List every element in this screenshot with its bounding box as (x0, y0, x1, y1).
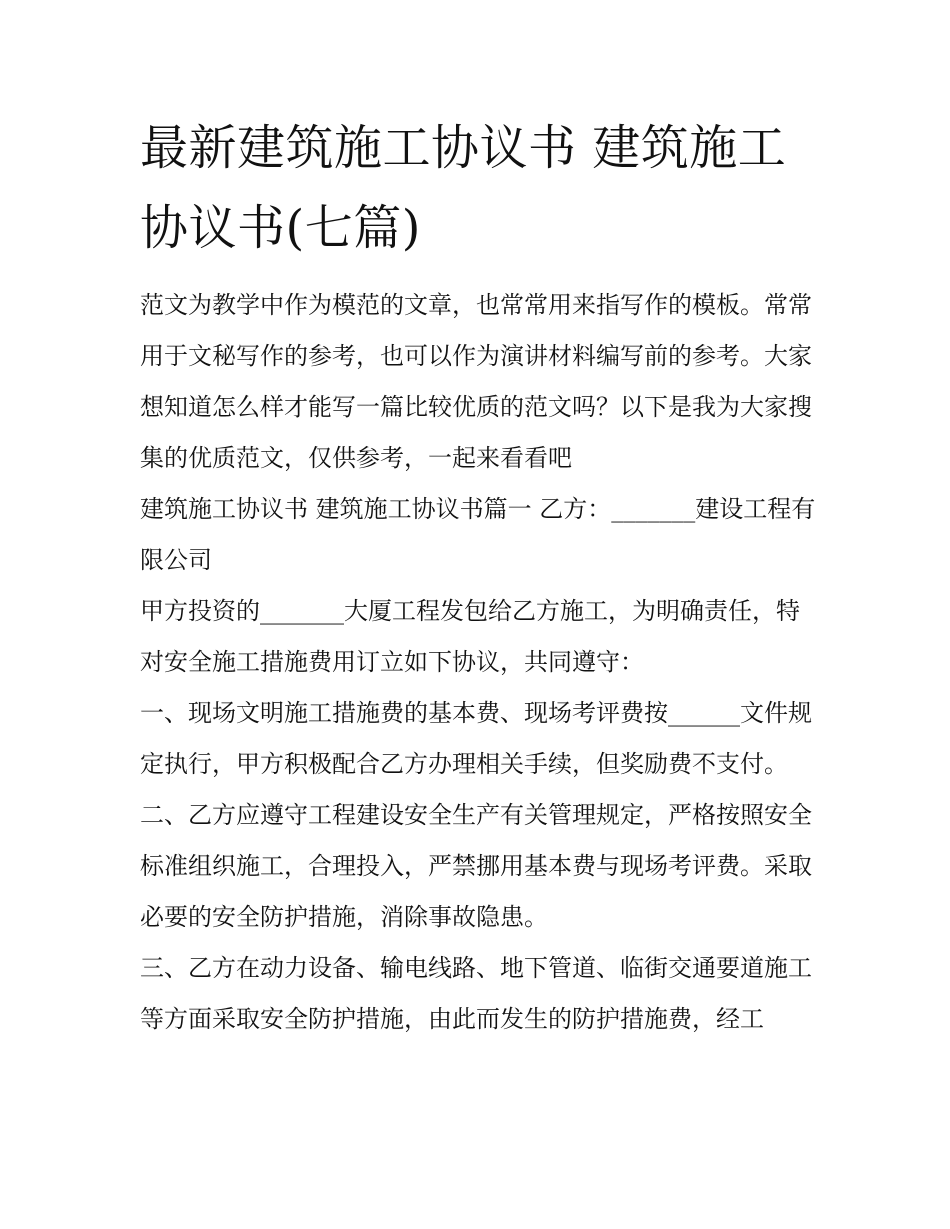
clause-3-paragraph: 三、乙方在动力设备、输电线路、地下管道、临街交通要道施工等方面采取安全防护措施，由此而发生的防护措施费，经工 (140, 954, 812, 1033)
contract-party-paragraph: 建筑施工协议书 建筑施工协议书篇一 乙方：_______建设工程有限公司 (140, 495, 816, 574)
document-page (140, 108, 820, 1045)
contract-preamble-paragraph: 甲方投资的_______大厦工程发包给乙方施工，为明确责任，特对安全施工措施费用订立如下协议，共同遵守： (140, 597, 800, 676)
clause-2-paragraph: 二、乙方应遵守工程建设安全生产有关管理规定，严格按照安全标准组织施工，合理投入，严禁挪用基本费与现场考评费。采取必要的安全防护措施，消除事故隐患。 (140, 801, 812, 931)
clause-1-paragraph: 一、现场文明施工措施费的基本费、现场考评费按______文件规定执行，甲方积极配合乙方办理相关手续，但奖励费不支付。 (140, 699, 812, 778)
intro-paragraph: 范文为教学中作为模范的文章，也常常用来指写作的模板。常常用于文秘写作的参考，也可以作为演讲材料编写前的参考。大家想知道怎么样才能写一篇比较优质的范文吗？以下是我为大家搜集的优质范文，仅供参考，一起来看看吧 (140, 291, 812, 472)
document-title: 最新建筑施工协议书 建筑施工协议书(七篇) (140, 120, 787, 256)
